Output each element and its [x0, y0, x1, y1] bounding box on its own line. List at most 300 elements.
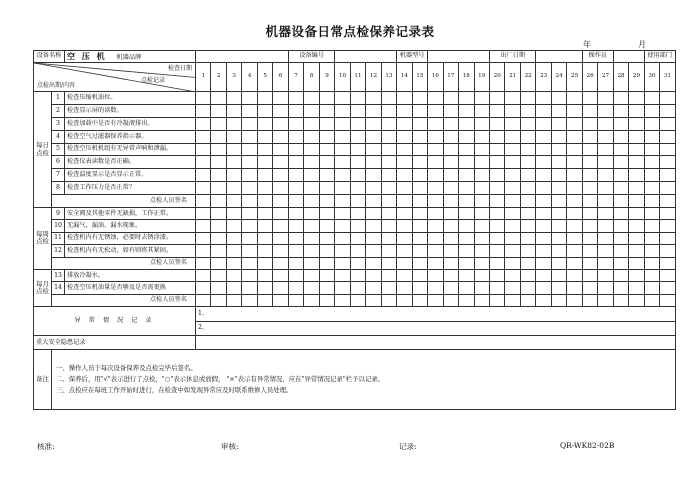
- daily-item-7-day-25[interactable]: [567, 169, 583, 182]
- daily-item-8-day-17[interactable]: [443, 182, 458, 195]
- daily-item-3-day-2[interactable]: [211, 117, 226, 130]
- daily-signature-day-28[interactable]: [613, 195, 628, 208]
- daily-item-6-day-22[interactable]: [520, 156, 536, 169]
- daily-item-4-day-14[interactable]: [397, 130, 412, 143]
- daily-item-3-day-26[interactable]: [582, 117, 597, 130]
- weekly-item-10-day-14[interactable]: [397, 220, 412, 232]
- daily-item-5-day-2[interactable]: [211, 143, 226, 156]
- weekly-item-12-day-1[interactable]: [196, 245, 211, 257]
- daily-item-8-day-28[interactable]: [613, 182, 628, 195]
- monthly-item-13-day-6[interactable]: [273, 269, 289, 281]
- weekly-item-10-day-29[interactable]: [629, 220, 644, 232]
- daily-item-2-day-22[interactable]: [520, 104, 536, 117]
- weekly-item-11-day-6[interactable]: [273, 232, 289, 244]
- monthly-item-13-day-1[interactable]: [196, 269, 211, 281]
- daily-item-4-day-29[interactable]: [629, 130, 644, 143]
- weekly-signature-day-25[interactable]: [567, 257, 583, 269]
- monthly-item-14-day-4[interactable]: [242, 282, 257, 294]
- weekly-item-9-day-14[interactable]: [397, 208, 412, 220]
- weekly-item-11-day-9[interactable]: [319, 232, 335, 244]
- weekly-item-11-day-7[interactable]: [288, 232, 303, 244]
- monthly-item-14-day-21[interactable]: [505, 282, 520, 294]
- monthly-item-13-day-21[interactable]: [505, 269, 520, 281]
- daily-item-6-day-21[interactable]: [505, 156, 520, 169]
- weekly-item-10-day-13[interactable]: [381, 220, 396, 232]
- daily-item-3-day-20[interactable]: [489, 117, 504, 130]
- weekly-item-9-day-11[interactable]: [350, 208, 365, 220]
- daily-item-3-day-28[interactable]: [613, 117, 628, 130]
- daily-item-1-day-2[interactable]: [211, 92, 226, 105]
- weekly-item-12-day-10[interactable]: [335, 245, 350, 257]
- weekly-item-9-day-9[interactable]: [319, 208, 335, 220]
- daily-item-8-day-24[interactable]: [551, 182, 566, 195]
- daily-item-3-day-15[interactable]: [412, 117, 427, 130]
- daily-item-4-day-3[interactable]: [226, 130, 241, 143]
- weekly-item-12-day-27[interactable]: [598, 245, 613, 257]
- daily-item-3-day-22[interactable]: [520, 117, 536, 130]
- daily-item-7-day-6[interactable]: [273, 169, 289, 182]
- daily-item-5-day-15[interactable]: [412, 143, 427, 156]
- weekly-item-11-day-5[interactable]: [257, 232, 272, 244]
- weekly-item-10-day-16[interactable]: [428, 220, 443, 232]
- daily-item-2-day-10[interactable]: [335, 104, 350, 117]
- weekly-signature-day-28[interactable]: [613, 257, 628, 269]
- factory-date-value-cell[interactable]: [536, 51, 582, 63]
- abnormal-line-1[interactable]: 1、: [196, 307, 676, 322]
- daily-signature-day-2[interactable]: [211, 195, 226, 208]
- daily-item-1-day-23[interactable]: [536, 92, 551, 105]
- daily-item-3-day-12[interactable]: [366, 117, 381, 130]
- daily-item-8-day-18[interactable]: [459, 182, 474, 195]
- monthly-signature-day-24[interactable]: [551, 294, 566, 306]
- daily-item-4-day-26[interactable]: [582, 130, 597, 143]
- weekly-signature-day-13[interactable]: [381, 257, 396, 269]
- weekly-item-10-day-30[interactable]: [644, 220, 659, 232]
- daily-item-6-day-5[interactable]: [257, 156, 272, 169]
- model-value-cell[interactable]: [428, 51, 490, 63]
- daily-item-4-day-1[interactable]: [196, 130, 211, 143]
- monthly-item-14-day-14[interactable]: [397, 282, 412, 294]
- weekly-item-11-day-19[interactable]: [474, 232, 489, 244]
- monthly-item-14-day-6[interactable]: [273, 282, 289, 294]
- monthly-item-14-day-16[interactable]: [428, 282, 443, 294]
- daily-item-1-day-15[interactable]: [412, 92, 427, 105]
- monthly-item-14-day-5[interactable]: [257, 282, 272, 294]
- daily-item-4-day-6[interactable]: [273, 130, 289, 143]
- daily-item-6-day-29[interactable]: [629, 156, 644, 169]
- daily-item-7-day-28[interactable]: [613, 169, 628, 182]
- weekly-signature-day-3[interactable]: [226, 257, 241, 269]
- weekly-signature-day-15[interactable]: [412, 257, 427, 269]
- weekly-item-10-day-18[interactable]: [459, 220, 474, 232]
- daily-item-5-day-1[interactable]: [196, 143, 211, 156]
- weekly-item-12-day-9[interactable]: [319, 245, 335, 257]
- daily-item-4-day-23[interactable]: [536, 130, 551, 143]
- weekly-item-9-day-18[interactable]: [459, 208, 474, 220]
- daily-item-7-day-26[interactable]: [582, 169, 597, 182]
- weekly-item-9-day-25[interactable]: [567, 208, 583, 220]
- daily-item-1-day-5[interactable]: [257, 92, 272, 105]
- weekly-item-10-day-23[interactable]: [536, 220, 551, 232]
- daily-item-6-day-6[interactable]: [273, 156, 289, 169]
- monthly-item-13-day-23[interactable]: [536, 269, 551, 281]
- weekly-signature-day-12[interactable]: [366, 257, 381, 269]
- daily-item-3-day-9[interactable]: [319, 117, 335, 130]
- daily-signature-day-7[interactable]: [288, 195, 303, 208]
- daily-item-5-day-30[interactable]: [644, 143, 659, 156]
- weekly-item-9-day-6[interactable]: [273, 208, 289, 220]
- weekly-item-10-day-25[interactable]: [567, 220, 583, 232]
- daily-item-2-day-13[interactable]: [381, 104, 396, 117]
- daily-item-5-day-23[interactable]: [536, 143, 551, 156]
- weekly-item-12-day-21[interactable]: [505, 245, 520, 257]
- monthly-signature-day-18[interactable]: [459, 294, 474, 306]
- weekly-signature-day-4[interactable]: [242, 257, 257, 269]
- weekly-signature-day-17[interactable]: [443, 257, 458, 269]
- monthly-item-13-day-9[interactable]: [319, 269, 335, 281]
- daily-item-6-day-31[interactable]: [660, 156, 675, 169]
- monthly-item-13-day-28[interactable]: [613, 269, 628, 281]
- weekly-item-10-day-20[interactable]: [489, 220, 504, 232]
- weekly-item-12-day-24[interactable]: [551, 245, 566, 257]
- daily-item-2-day-27[interactable]: [598, 104, 613, 117]
- weekly-item-11-day-11[interactable]: [350, 232, 365, 244]
- weekly-item-12-day-31[interactable]: [660, 245, 675, 257]
- daily-item-5-day-4[interactable]: [242, 143, 257, 156]
- weekly-signature-day-23[interactable]: [536, 257, 551, 269]
- weekly-item-12-day-17[interactable]: [443, 245, 458, 257]
- daily-item-5-day-14[interactable]: [397, 143, 412, 156]
- weekly-item-10-day-10[interactable]: [335, 220, 350, 232]
- weekly-item-9-day-26[interactable]: [582, 208, 597, 220]
- daily-item-8-day-26[interactable]: [582, 182, 597, 195]
- daily-item-4-day-5[interactable]: [257, 130, 272, 143]
- weekly-item-12-day-22[interactable]: [520, 245, 536, 257]
- weekly-item-11-day-29[interactable]: [629, 232, 644, 244]
- daily-item-5-day-27[interactable]: [598, 143, 613, 156]
- daily-signature-day-12[interactable]: [366, 195, 381, 208]
- daily-item-6-day-24[interactable]: [551, 156, 566, 169]
- daily-signature-day-4[interactable]: [242, 195, 257, 208]
- daily-item-5-day-25[interactable]: [567, 143, 583, 156]
- daily-item-7-day-12[interactable]: [366, 169, 381, 182]
- monthly-item-14-day-22[interactable]: [520, 282, 536, 294]
- daily-item-6-day-16[interactable]: [428, 156, 443, 169]
- weekly-item-10-day-21[interactable]: [505, 220, 520, 232]
- weekly-item-9-day-23[interactable]: [536, 208, 551, 220]
- monthly-item-13-day-2[interactable]: [211, 269, 226, 281]
- daily-item-6-day-17[interactable]: [443, 156, 458, 169]
- monthly-item-14-day-3[interactable]: [226, 282, 241, 294]
- daily-item-3-day-13[interactable]: [381, 117, 396, 130]
- daily-signature-day-14[interactable]: [397, 195, 412, 208]
- daily-signature-day-20[interactable]: [489, 195, 504, 208]
- monthly-signature-day-9[interactable]: [319, 294, 335, 306]
- monthly-item-14-day-25[interactable]: [567, 282, 583, 294]
- daily-item-7-day-4[interactable]: [242, 169, 257, 182]
- monthly-item-13-day-4[interactable]: [242, 269, 257, 281]
- daily-item-2-day-11[interactable]: [350, 104, 365, 117]
- weekly-item-9-day-30[interactable]: [644, 208, 659, 220]
- daily-item-5-day-13[interactable]: [381, 143, 396, 156]
- monthly-signature-day-31[interactable]: [660, 294, 675, 306]
- daily-item-6-day-2[interactable]: [211, 156, 226, 169]
- monthly-item-14-day-26[interactable]: [582, 282, 597, 294]
- weekly-signature-day-6[interactable]: [273, 257, 289, 269]
- daily-item-1-day-20[interactable]: [489, 92, 504, 105]
- daily-item-3-day-11[interactable]: [350, 117, 365, 130]
- daily-signature-day-8[interactable]: [304, 195, 319, 208]
- daily-item-8-day-5[interactable]: [257, 182, 272, 195]
- daily-item-6-day-18[interactable]: [459, 156, 474, 169]
- daily-item-7-day-17[interactable]: [443, 169, 458, 182]
- daily-item-6-day-19[interactable]: [474, 156, 489, 169]
- weekly-item-11-day-30[interactable]: [644, 232, 659, 244]
- daily-item-3-day-24[interactable]: [551, 117, 566, 130]
- daily-item-8-day-29[interactable]: [629, 182, 644, 195]
- weekly-item-10-day-15[interactable]: [412, 220, 427, 232]
- weekly-item-10-day-22[interactable]: [520, 220, 536, 232]
- daily-item-4-day-9[interactable]: [319, 130, 335, 143]
- weekly-item-9-day-2[interactable]: [211, 208, 226, 220]
- daily-item-7-day-23[interactable]: [536, 169, 551, 182]
- daily-item-7-day-13[interactable]: [381, 169, 396, 182]
- daily-item-1-day-22[interactable]: [520, 92, 536, 105]
- daily-item-7-day-30[interactable]: [644, 169, 659, 182]
- daily-signature-day-25[interactable]: [567, 195, 583, 208]
- daily-item-8-day-31[interactable]: [660, 182, 675, 195]
- daily-item-2-day-29[interactable]: [629, 104, 644, 117]
- weekly-item-11-day-25[interactable]: [567, 232, 583, 244]
- monthly-item-13-day-11[interactable]: [350, 269, 365, 281]
- device-no-value-cell[interactable]: [335, 51, 397, 63]
- daily-item-7-day-10[interactable]: [335, 169, 350, 182]
- monthly-item-13-day-5[interactable]: [257, 269, 272, 281]
- daily-signature-day-5[interactable]: [257, 195, 272, 208]
- weekly-item-11-day-10[interactable]: [335, 232, 350, 244]
- weekly-signature-day-27[interactable]: [598, 257, 613, 269]
- monthly-item-14-day-28[interactable]: [613, 282, 628, 294]
- monthly-item-13-day-19[interactable]: [474, 269, 489, 281]
- weekly-signature-day-21[interactable]: [505, 257, 520, 269]
- daily-item-2-day-8[interactable]: [304, 104, 319, 117]
- daily-item-3-day-6[interactable]: [273, 117, 289, 130]
- daily-item-2-day-23[interactable]: [536, 104, 551, 117]
- daily-item-1-day-17[interactable]: [443, 92, 458, 105]
- weekly-item-12-day-16[interactable]: [428, 245, 443, 257]
- monthly-item-13-day-3[interactable]: [226, 269, 241, 281]
- daily-item-1-day-9[interactable]: [319, 92, 335, 105]
- daily-signature-day-24[interactable]: [551, 195, 566, 208]
- weekly-item-12-day-29[interactable]: [629, 245, 644, 257]
- monthly-signature-day-13[interactable]: [381, 294, 396, 306]
- monthly-item-13-day-10[interactable]: [335, 269, 350, 281]
- daily-item-6-day-26[interactable]: [582, 156, 597, 169]
- monthly-item-14-day-27[interactable]: [598, 282, 613, 294]
- daily-item-7-day-31[interactable]: [660, 169, 675, 182]
- daily-item-2-day-5[interactable]: [257, 104, 272, 117]
- daily-item-1-day-13[interactable]: [381, 92, 396, 105]
- daily-item-6-day-23[interactable]: [536, 156, 551, 169]
- weekly-item-10-day-2[interactable]: [211, 220, 226, 232]
- daily-item-1-day-3[interactable]: [226, 92, 241, 105]
- weekly-item-12-day-5[interactable]: [257, 245, 272, 257]
- monthly-signature-day-8[interactable]: [304, 294, 319, 306]
- monthly-item-13-day-30[interactable]: [644, 269, 659, 281]
- daily-item-8-day-25[interactable]: [567, 182, 583, 195]
- weekly-item-12-day-25[interactable]: [567, 245, 583, 257]
- weekly-item-9-day-1[interactable]: [196, 208, 211, 220]
- daily-item-2-day-30[interactable]: [644, 104, 659, 117]
- daily-item-3-day-31[interactable]: [660, 117, 675, 130]
- daily-signature-day-21[interactable]: [505, 195, 520, 208]
- weekly-item-11-day-4[interactable]: [242, 232, 257, 244]
- daily-item-1-day-18[interactable]: [459, 92, 474, 105]
- daily-item-1-day-30[interactable]: [644, 92, 659, 105]
- weekly-item-11-day-27[interactable]: [598, 232, 613, 244]
- daily-item-1-day-10[interactable]: [335, 92, 350, 105]
- daily-item-3-day-21[interactable]: [505, 117, 520, 130]
- weekly-item-12-day-26[interactable]: [582, 245, 597, 257]
- weekly-signature-day-9[interactable]: [319, 257, 335, 269]
- monthly-item-13-day-8[interactable]: [304, 269, 319, 281]
- weekly-item-9-day-19[interactable]: [474, 208, 489, 220]
- monthly-item-14-day-18[interactable]: [459, 282, 474, 294]
- monthly-item-13-day-7[interactable]: [288, 269, 303, 281]
- weekly-item-9-day-22[interactable]: [520, 208, 536, 220]
- weekly-item-10-day-6[interactable]: [273, 220, 289, 232]
- monthly-signature-day-27[interactable]: [598, 294, 613, 306]
- daily-signature-day-27[interactable]: [598, 195, 613, 208]
- daily-item-6-day-1[interactable]: [196, 156, 211, 169]
- weekly-item-11-day-3[interactable]: [226, 232, 241, 244]
- daily-item-8-day-27[interactable]: [598, 182, 613, 195]
- daily-item-7-day-3[interactable]: [226, 169, 241, 182]
- daily-item-7-day-9[interactable]: [319, 169, 335, 182]
- device-name-cell[interactable]: [65, 51, 196, 63]
- daily-item-1-day-7[interactable]: [288, 92, 303, 105]
- weekly-item-10-day-24[interactable]: [551, 220, 566, 232]
- weekly-item-10-day-3[interactable]: [226, 220, 241, 232]
- daily-item-1-day-12[interactable]: [366, 92, 381, 105]
- weekly-item-11-day-1[interactable]: [196, 232, 211, 244]
- weekly-item-10-day-5[interactable]: [257, 220, 272, 232]
- daily-item-5-day-24[interactable]: [551, 143, 566, 156]
- daily-item-5-day-11[interactable]: [350, 143, 365, 156]
- weekly-item-10-day-9[interactable]: [319, 220, 335, 232]
- monthly-signature-day-22[interactable]: [520, 294, 536, 306]
- monthly-signature-day-17[interactable]: [443, 294, 458, 306]
- daily-item-2-day-24[interactable]: [551, 104, 566, 117]
- weekly-signature-day-8[interactable]: [304, 257, 319, 269]
- daily-item-6-day-3[interactable]: [226, 156, 241, 169]
- weekly-item-10-day-7[interactable]: [288, 220, 303, 232]
- daily-item-8-day-30[interactable]: [644, 182, 659, 195]
- daily-item-7-day-8[interactable]: [304, 169, 319, 182]
- daily-item-4-day-13[interactable]: [381, 130, 396, 143]
- daily-item-8-day-23[interactable]: [536, 182, 551, 195]
- weekly-item-11-day-13[interactable]: [381, 232, 396, 244]
- daily-item-4-day-11[interactable]: [350, 130, 365, 143]
- daily-item-4-day-30[interactable]: [644, 130, 659, 143]
- daily-item-1-day-6[interactable]: [273, 92, 289, 105]
- monthly-item-14-day-1[interactable]: [196, 282, 211, 294]
- weekly-item-10-day-27[interactable]: [598, 220, 613, 232]
- daily-item-5-day-22[interactable]: [520, 143, 536, 156]
- weekly-item-9-day-4[interactable]: [242, 208, 257, 220]
- daily-item-3-day-23[interactable]: [536, 117, 551, 130]
- weekly-item-10-day-11[interactable]: [350, 220, 365, 232]
- weekly-item-10-day-31[interactable]: [660, 220, 675, 232]
- monthly-item-13-day-31[interactable]: [660, 269, 675, 281]
- daily-item-4-day-28[interactable]: [613, 130, 628, 143]
- weekly-signature-day-2[interactable]: [211, 257, 226, 269]
- monthly-item-14-day-7[interactable]: [288, 282, 303, 294]
- daily-item-1-day-26[interactable]: [582, 92, 597, 105]
- monthly-item-14-day-13[interactable]: [381, 282, 396, 294]
- daily-item-4-day-12[interactable]: [366, 130, 381, 143]
- daily-item-2-day-18[interactable]: [459, 104, 474, 117]
- daily-item-8-day-7[interactable]: [288, 182, 303, 195]
- monthly-item-14-day-29[interactable]: [629, 282, 644, 294]
- daily-item-4-day-15[interactable]: [412, 130, 427, 143]
- daily-item-1-day-27[interactable]: [598, 92, 613, 105]
- weekly-item-9-day-7[interactable]: [288, 208, 303, 220]
- daily-item-5-day-10[interactable]: [335, 143, 350, 156]
- weekly-signature-day-7[interactable]: [288, 257, 303, 269]
- daily-item-8-day-13[interactable]: [381, 182, 396, 195]
- weekly-item-12-day-4[interactable]: [242, 245, 257, 257]
- weekly-item-9-day-27[interactable]: [598, 208, 613, 220]
- weekly-item-12-day-15[interactable]: [412, 245, 427, 257]
- daily-item-8-day-11[interactable]: [350, 182, 365, 195]
- monthly-item-13-day-16[interactable]: [428, 269, 443, 281]
- monthly-signature-day-2[interactable]: [211, 294, 226, 306]
- weekly-item-11-day-18[interactable]: [459, 232, 474, 244]
- daily-item-4-day-2[interactable]: [211, 130, 226, 143]
- monthly-signature-day-14[interactable]: [397, 294, 412, 306]
- daily-item-6-day-8[interactable]: [304, 156, 319, 169]
- daily-item-4-day-10[interactable]: [335, 130, 350, 143]
- weekly-signature-day-20[interactable]: [489, 257, 504, 269]
- daily-item-2-day-16[interactable]: [428, 104, 443, 117]
- daily-signature-day-29[interactable]: [629, 195, 644, 208]
- daily-signature-day-30[interactable]: [644, 195, 659, 208]
- monthly-signature-day-25[interactable]: [567, 294, 583, 306]
- daily-item-2-day-14[interactable]: [397, 104, 412, 117]
- daily-item-1-day-31[interactable]: [660, 92, 675, 105]
- monthly-item-14-day-23[interactable]: [536, 282, 551, 294]
- daily-item-5-day-3[interactable]: [226, 143, 241, 156]
- daily-item-4-day-8[interactable]: [304, 130, 319, 143]
- weekly-item-10-day-19[interactable]: [474, 220, 489, 232]
- weekly-item-9-day-20[interactable]: [489, 208, 504, 220]
- hazard-value-cell[interactable]: [196, 336, 676, 350]
- daily-item-8-day-8[interactable]: [304, 182, 319, 195]
- daily-item-7-day-18[interactable]: [459, 169, 474, 182]
- daily-item-2-day-28[interactable]: [613, 104, 628, 117]
- weekly-item-11-day-28[interactable]: [613, 232, 628, 244]
- daily-signature-day-23[interactable]: [536, 195, 551, 208]
- daily-item-3-day-25[interactable]: [567, 117, 583, 130]
- daily-item-8-day-21[interactable]: [505, 182, 520, 195]
- daily-item-4-day-17[interactable]: [443, 130, 458, 143]
- daily-item-5-day-18[interactable]: [459, 143, 474, 156]
- daily-item-4-day-31[interactable]: [660, 130, 675, 143]
- monthly-item-13-day-29[interactable]: [629, 269, 644, 281]
- weekly-item-10-day-8[interactable]: [304, 220, 319, 232]
- daily-item-5-day-8[interactable]: [304, 143, 319, 156]
